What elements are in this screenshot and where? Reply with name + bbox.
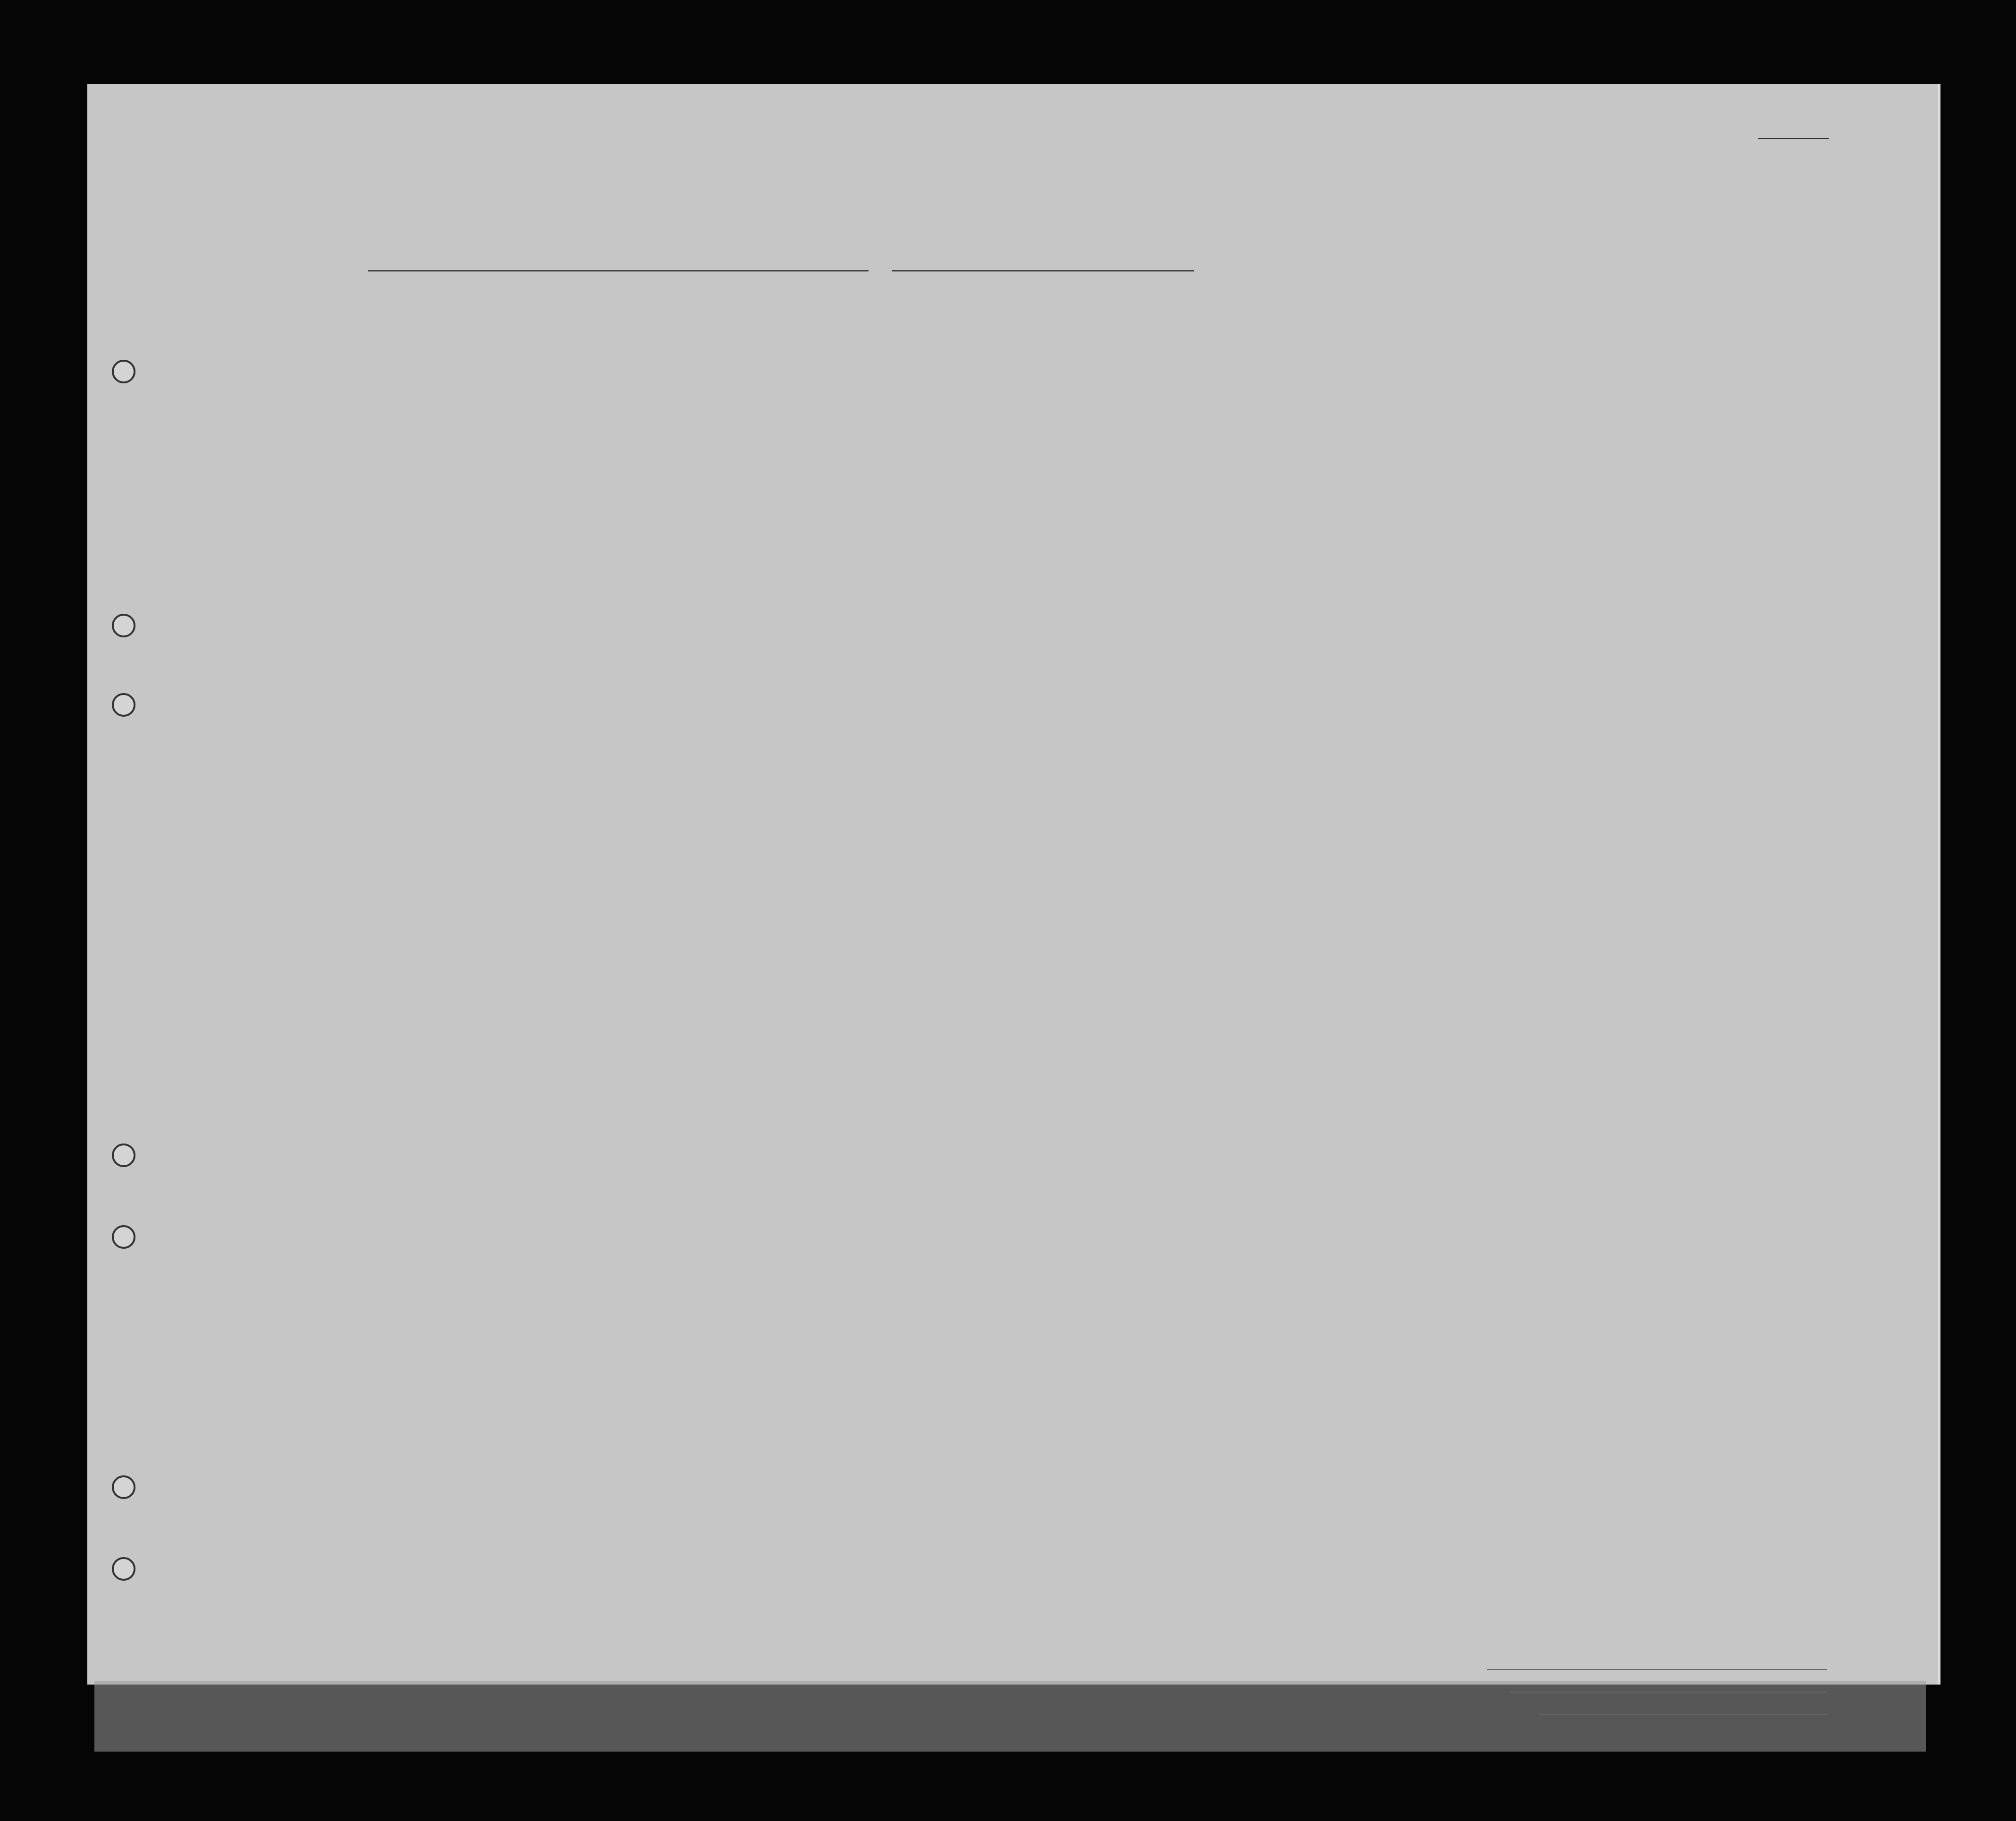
owners-underline (1510, 1692, 1827, 1693)
line-underline (1487, 1669, 1827, 1670)
agents-underline (1539, 1714, 1827, 1715)
